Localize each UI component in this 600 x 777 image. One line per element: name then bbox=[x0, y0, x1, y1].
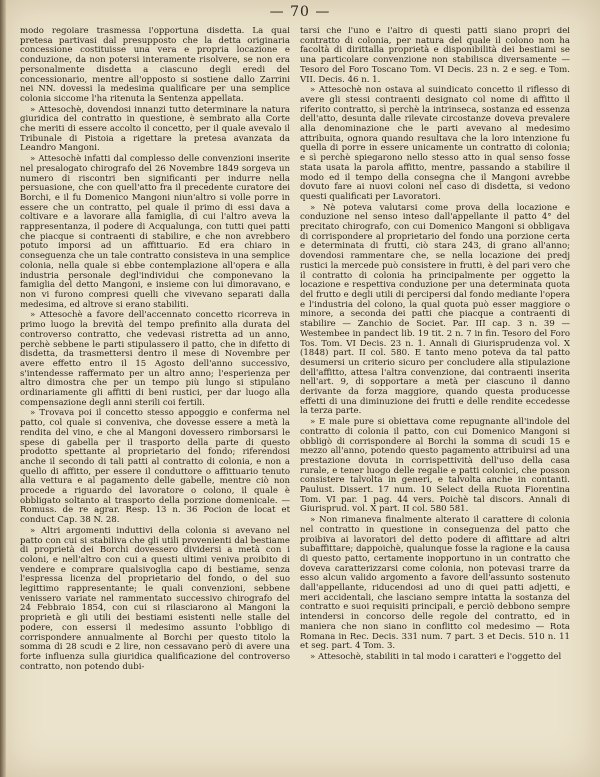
paragraph: » Altri argomenti induttivi della colonia si avevano nel patto con cui si stabiliva che gli utili provenienti dal bestiame di proprietà dei Borchi dovessero dividersi a metà con i coloni, e nell'altro con cui a questi ultimi veniva proibito di vendere e comprare qualsivoglia capo di bestiame, senza l'espressa licenza del proprietario del fondo, o del suo legittimo rappresentante; le quali convenzioni, sebbene venissero variate nel rammentato successivo chirografo del 24 Febbraio 1854, con cui si rilasciarono al Mangoni la proprietà e gli utili dei bestiami esistenti nelle stalle del podere, con essersi il medesimo assunto l'obbligo di corrispondere annualmente al Borchi per questo titolo la somma di 28 scudi e 2 lire, non cessavano però di avere una forte influenza sulla giuridica qualificazione del controverso contratto, non potendo dubi- bbox=[20, 525, 290, 672]
paragraph: » Attesochè a favore dell'accennato concetto ricorreva in primo luogo la brevità del tempo prefinito alla durata del controverso contratto, che vedevasi ristretta ad un anno, perchè sebbene le parti stipulassero il patto, che in difetto di disdetta, da trasmettersi dentro il mese di Novembre per avere effetto entro il 15 Agosto dell'anno successivo, s'intendesse raffermato per un altro anno; l'esperienza per altro dimostra che per un tempo più lungo si stipulano ordinariamente gli affitti di beni rustici, per dar luogo alla compensazione degli anni sterili coi fertili. bbox=[20, 310, 290, 408]
paragraph: » Non rimaneva finalmente alterato il carattere di colonia nel contratto in questione in conseguenza del patto che proibiva ai lavoratori del detto podere di affittare ad altri subaffittare; dappoichè, qualunque fosse la ragione e la causa di questo patto, certamente inopportuno in un contratto che doveva caratterizzarsi come colonia, non potevasi trarre da esso alcun valido argomento a favore dell'assunto sostenuto dall'appellante, riducendosi ad uno di quei patti adjetti, e meri accidentali, che lasciano sempre intatta la sostanza del contratto e suoi requisiti principali, e perciò debbono sempre intendersi in concorso delle regole del contratto, ed in maniera che non siano in conflitto col medesimo — Rota Romana in Rec. Decis. 331 num. 7 part. 3 et Decis. 510 n. 11 et seg. part. 4 Tom. 3. bbox=[300, 515, 570, 652]
left-column bbox=[20, 27, 290, 769]
paragraph: » Trovava poi il concetto stesso appoggio e conferma nel patto, col quale si conveniva, che dovesse essere a metà la rendita del vino, e che al Mangoni dovessero rimborsarsi le spese di gabella per il trasporto della parte di questo prodotto spettante al proprietario del fondo; riferendosi anche il secondo di tali patti al contratto di colonia, e non a quello di affitto, per essere il conduttore o affittuario tenuto alla vettura e al pagamento delle gabelle, mentre ciò non procede a riguardo del lavoratore o colono, il quale è obbligato soltanto al trasporto della porzione domenicale. — Romuss. de re agrar. Resp. 13 n. 36 Pocion de locat et conduct Cap. 38 N. 28. bbox=[20, 408, 290, 526]
paragraph: » Attesochè, dovendosi innanzi tutto determinare la natura giuridica del contratto in questione, è sembrato alla Corte che meriti di essere accolto il concetto, per il quale avevalo il Tribunale di Pistoia a rigettare la pretesa avanzata da Leandro Mangoni. bbox=[20, 104, 290, 154]
paragraph: » Nè poteva valutarsi come prova della locazione e conduzione nel senso inteso dall'appellante il patto 4° del precitato chirografo, con cui Domenico Mangoni si obbligava di corrispondere al proprietario del fondo una porzione certa e determinata di frutti, ciò stara 243, di grano all'anno; dovendosi rammentare che, se nella locazione dei predj rustici la mercede può consistere in frutti, è del pari vero che il contratto di colonia ha principalmente per oggetto la locazione e respettiva conduzione per una determinata quota del frutto e degli utili di percipersi dal fondo mediante l'opera e l'industria del colono, la qual quota può esser maggiore o minore, a seconda dei patti che piacque a contraenti di stabilire — Zanchio de Societ. Par. III cap. 3 n. 39 — Westembee in pandect lib. 19 tit. 2 n. 7 in fin. Tesoro del Foro Tos. Tom. VI Decis. 23 n. 1. Annali di Giurisprudenza vol. X (1848) part. II col. 580. E tanto meno poteva da tal patto desumersi un criterio sicuro per concludere alla stipulazione dell'affitto, attesa l'altra convenzione, dai contraenti inserita nell'art. 9, di sopportare a metà per ciascuno il danno derivante da forza maggiore, quando questa producesse effetti di una diminuzione dei frutti e delle rendite eccedesse la terza parte. bbox=[300, 202, 570, 417]
right-column bbox=[300, 27, 570, 769]
paragraph: » Attesochè, stabiliti in tal modo i caratteri e l'oggetto del bbox=[310, 652, 562, 662]
binding-edge bbox=[0, 0, 6, 777]
paragraph: » E male pure si obiettava come repugnante all'indole del contratto di colonia il patto, con cui Domenico Mangoni si obbligò di corrispondere al Borchi la somma di scudi 15 e mezzo all'anno, potendo questo pagamento attribuirsi ad una prestazione dovuta in corrispettività dell'uso della casa rurale, e tener luogo delle regalie e patti colonici, che posson consistere talvolta in generi, e talvolta anche in contanti. Paulust. Dissert. 17 num. 10 Select della Ruota Fiorentina Tom. VI par. 1 pag. 44 vers. Poichè tal discors. Annali di Giurisprud. vol. X part. II col. 580 581. bbox=[300, 417, 570, 515]
paragraph: » Attesochè non ostava al suindicato concetto il riflesso di avere gli stessi contraenti designato col nome di affitto il riferito contratto, sì perchè la intrinseca, sostanza ed essenza dell'atto, desunta dalle rilevate circostanze doveva prevalere alla denominazione che le parti avevano al medesimo attribuita, ognora quando resultava che la loro intenzione fu quella di porre in essere unicamente un contratto di colonia; e sì perchè spiegarono nello stesso atto in qual senso fosse stata usata la parola affitto, mentre, passando a stabilire il modo ed il tempo della consegna che il Mangoni avrebbe dovuto fare ai nuovi coloni nel caso di disdetta, si vedono questi qualificati per Lavoratori. bbox=[300, 85, 570, 202]
page-number: — 70 — bbox=[269, 4, 331, 20]
paragraph: » Attesochè infatti dal complesso delle convenzioni inserite nel presalogato chirografo del 26 Novembre 1849 sorgeva un numero di riscontri ben significanti per indurre nella persuasione, che con quell'atto fra il precedente curatore dei Borchi, e il fu Domenico Mangoni niun'altro si volle porre in essere che un contratto, pel quale il primo di essi dava a coltivare e a lavorare alla famiglia, di cui l'altro aveva la rappresentanza, il podere di Acqualunga, con tutti quei patti che piacque si contraenti di stabilire, e che non avrebbero potuto imporsi ad un affittuario. Ed era chiaro in conseguenza che un tale contratto consisteva in una semplice colonia, nella quale si ebbe contemplazione all'opera e alla industria personale degl'individui che componevano la famiglia del detto Mangoni, e insieme con lui dimoravano, e non vi furono compresi quelli che vivevano separati dalla medesima, ed altrove si erano stabiliti. bbox=[20, 154, 290, 310]
paragraph: tarsi che l'uno e l'altro di questi patti siano propri del contratto di colonia, per natura del quale il colono non ha facoltà di dirittalla proprietà e disponibilità dei bestiami se una particolare convenzione non stabilisca diversamente — Tesoro del Foro Toscano Tom. VI Decis. 23 n. 2 e seg. e Tom. VII. Decis. 46 n. 1. bbox=[300, 27, 570, 85]
paragraph: modo regolare trasmessa l'opportuna disdetta. La qual pretesa partivasi dal presupposto che la detta originaria concessione costituisse una vera e propria locazione e conduzione, da non potersi interamente risolvere, se non era personalmente disdetta a ciascuno degli eredi del concessionario, mentre all'opposto si sostiene dallo Zarrini nei NN. dovessi la medesima qualificare per una semplice colonia siccome l'ha ritenuta la Sentenza appellata. bbox=[20, 27, 290, 104]
